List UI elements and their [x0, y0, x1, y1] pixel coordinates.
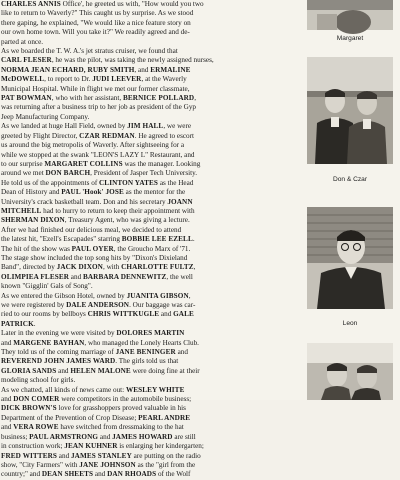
photo-leon	[307, 207, 393, 309]
article-text-run: show, "City Farmers" with	[1, 460, 80, 469]
article-line	[1, 141, 301, 150]
article-text-run: , the Groucho Marx of '71.	[113, 244, 191, 253]
article-line	[1, 470, 301, 479]
article-text-run: country;" and	[1, 470, 42, 479]
article-line	[1, 273, 301, 282]
person-name: MARGARET COLLINS	[44, 159, 123, 168]
article-text-run: and	[56, 366, 71, 375]
article-line	[1, 19, 301, 28]
person-name: CZAR REDMAN	[79, 131, 135, 140]
person-name: BOBBIE LEE EZELL	[121, 235, 193, 244]
person-name: JACK DIXON	[56, 263, 103, 272]
person-name: MITCHELL	[1, 206, 42, 215]
article-line	[1, 442, 301, 451]
article-text-run: , at the Waverly	[141, 75, 187, 84]
person-name: JANE BENINGER	[115, 348, 176, 357]
article-text-run: the latest hit, "Ezell's Escapades" starring	[1, 235, 122, 244]
article-line	[1, 329, 301, 338]
article-text-run: Jeep Manufacturing Company.	[1, 112, 90, 121]
article-text-run: ried to our rooms by bellboys	[1, 310, 88, 319]
person-name: VERA ROWE	[13, 423, 59, 432]
article-text-run: The stage show included the top song hits by "Dixon's Dixieland	[1, 253, 188, 262]
article-text-run: and	[1, 423, 14, 432]
article-line	[1, 339, 301, 348]
article-text-run: As we boarded the T. W. A.'s jet stratus cruiser, we found that	[1, 47, 178, 56]
article-line	[1, 461, 301, 470]
article-text-run: there gaping, he explained, "We would like a nice feature story on	[1, 18, 191, 27]
article-line	[1, 263, 301, 272]
article-text-run: and	[93, 470, 108, 479]
article-text-run: and	[69, 272, 83, 281]
article-text-run: around we met	[1, 169, 46, 178]
article-text-run: known "Gigglin' Gals of Song".	[1, 282, 93, 291]
article-text-run: was returning after a business trip to her job as president of the Gyp	[1, 103, 197, 112]
person-name: CHRIS WITTKUGLE	[87, 310, 160, 319]
article-line	[1, 47, 301, 56]
article-text-run: and	[175, 348, 188, 357]
article-text-run: were doing fine at their	[130, 366, 200, 375]
article-line	[1, 254, 301, 263]
photo-caption: Leon	[342, 320, 358, 327]
article-text-run: have switched from dressmaking to the hat	[58, 423, 184, 432]
article-line	[1, 433, 301, 442]
person-name: PEARL ANDRE	[138, 413, 191, 422]
article-text-run: were competitors in the automobile business;	[59, 395, 192, 404]
article-text-run: are putting on the radio	[131, 451, 201, 460]
photo-don-czar	[307, 57, 393, 164]
article-line	[1, 169, 301, 178]
article-text-run: Municipal Hospital. While in flight we met our former classmate,	[1, 84, 190, 93]
article-text-run: parted at once.	[1, 37, 44, 46]
article-text-run: and	[159, 310, 174, 319]
article-line	[1, 395, 301, 404]
person-name: PATRICK	[1, 319, 34, 328]
article-text-run: love for grasshoppers proved valuable in his	[56, 404, 186, 413]
article-line	[1, 28, 301, 37]
photo-margaret	[307, 0, 393, 30]
person-name: JEAN KUHNER	[64, 442, 118, 451]
article-line	[1, 94, 301, 103]
article-text-run: as the Head	[158, 178, 194, 187]
article-text-run: , who with her assistant,	[51, 94, 123, 103]
person-name: ERMALINE	[150, 65, 191, 74]
article-text-run: and	[57, 451, 71, 460]
article-text-run: Department of the Prevention of Crop Disease;	[1, 413, 139, 422]
article-text-run: Band", directed by	[1, 263, 57, 272]
person-name: JOANN	[167, 197, 193, 206]
person-name: DEAN SHEETS	[41, 470, 94, 479]
article-line	[1, 310, 301, 319]
article-text-run: After we had finished our delicious meal, we decided to attend	[1, 225, 182, 234]
article-text-run: As we chatted, all kinds of news came out:	[1, 385, 126, 394]
article-line	[1, 122, 301, 131]
person-name: CARL FLESER	[1, 56, 52, 65]
article-text-run: As we entered the Gibson Hotel, owned by	[1, 291, 127, 300]
article-line	[1, 103, 301, 112]
article-text-run: , we were	[163, 122, 192, 131]
article-line	[1, 414, 301, 423]
photo-caption: Margaret	[336, 35, 364, 42]
person-name: CHARLOTTE FULTZ	[121, 263, 194, 272]
article-text-run: .	[33, 319, 36, 328]
person-name: DON BARCH	[45, 169, 91, 178]
article-line	[1, 188, 301, 197]
person-name: CHARLES ANNIS	[1, 0, 61, 8]
person-name: PAUL ARMSTRONG	[29, 432, 99, 441]
article-text-run: As we landed at huge Hall Field, owned by	[1, 122, 128, 131]
person-name: JIM HALL	[127, 122, 164, 131]
article-line	[1, 85, 301, 94]
person-name: DON COMER	[13, 395, 60, 404]
article-text-run: .	[192, 235, 195, 244]
person-name: JUDI LEEVER	[92, 75, 142, 84]
article-text-run: ,	[194, 94, 196, 103]
article-text-run: are still	[172, 432, 196, 441]
article-line	[1, 113, 301, 122]
article-text-run: in construction work;	[1, 442, 65, 451]
article-line	[1, 404, 301, 413]
person-name: PAUL 'Hook' JOSE	[61, 188, 124, 197]
article-line	[1, 367, 301, 376]
person-name: BARBARA DENNEWITZ	[82, 272, 167, 281]
article-text-run: , with	[102, 263, 122, 272]
article-text-run: , to report to Dr.	[44, 75, 93, 84]
article-text-run: and	[1, 395, 14, 404]
article-line	[1, 216, 301, 225]
person-name: DICK BROWN'S	[1, 404, 57, 413]
article-text-run: we were registered by	[1, 301, 67, 309]
article-text-run: business;	[1, 432, 30, 441]
photo-column	[307, 0, 399, 400]
article-line	[1, 9, 301, 18]
person-name: MARGENE BAYHAN	[13, 338, 85, 347]
article-line	[1, 56, 301, 65]
article-line	[1, 348, 301, 357]
article-text-run: while we stopped at the swank "LEON'S LAZY L" Restaurant, and	[1, 150, 195, 159]
article-line	[1, 179, 301, 188]
person-name: FRED WITTERS	[1, 451, 57, 460]
article-text-run: , and	[134, 65, 151, 74]
article-text-run: of the Wolf	[156, 470, 191, 479]
article-line	[1, 452, 301, 461]
article-text-run: Dean of History and	[1, 188, 62, 197]
article-text-run: as the mentor for the	[123, 188, 186, 197]
article-line	[1, 292, 301, 301]
photo-caption: Don & Czar	[332, 176, 368, 183]
person-name: PAUL OYER	[71, 244, 114, 253]
person-name: NORMA JEAN ECHARD, RUBY SMITH	[1, 65, 135, 74]
article-line	[1, 357, 301, 366]
article-line	[1, 386, 301, 395]
article-text-run: us around the big metropolis of Waverly. After sightseeing for a	[1, 141, 185, 150]
person-name: DOLORES MARTIN	[116, 329, 185, 338]
article-line	[1, 0, 301, 9]
person-name: GALE	[173, 310, 194, 319]
article-line	[1, 282, 301, 291]
person-name: JAMES STANLEY	[70, 451, 132, 460]
article-line	[1, 226, 301, 235]
article-text-run: was the manager. Looking	[122, 159, 201, 168]
article-text-run: ,	[193, 263, 196, 272]
article-text-run: . He agreed to escort	[134, 131, 195, 140]
article-line	[1, 160, 301, 169]
article-text-run: our own home town. Will you take it?" We readily agreed and de-	[1, 28, 190, 37]
article-line	[1, 301, 301, 310]
article-line	[1, 320, 301, 329]
article-line	[1, 376, 301, 385]
person-name: GLORIA SANDS	[1, 366, 57, 375]
photo-bottom	[307, 343, 393, 400]
article-line	[1, 132, 301, 141]
person-name: DALE ANDERSON	[66, 301, 130, 309]
article-line	[1, 66, 301, 75]
article-line	[1, 75, 301, 84]
article-text-run: . The girls told us that	[115, 357, 179, 366]
article-text-run: greeted by Flight Director,	[1, 131, 80, 140]
article-text-run: modeling school for girls.	[1, 376, 76, 385]
person-name: CLINTON YATES	[99, 178, 159, 187]
article-text-run: University's crack basketball team. Don and his secretary	[1, 197, 168, 206]
article-text-run: They told us of the coming marriage of	[1, 348, 116, 357]
article-text-run: and	[1, 338, 14, 347]
article-text-run: , President of Jasper Tech University.	[90, 169, 198, 178]
person-name: McDOWELL	[1, 75, 45, 84]
person-name: DAN RHOADS	[107, 470, 157, 479]
article-line	[1, 423, 301, 432]
article-text-run: had to hurry to return to keep their appointment with	[41, 206, 195, 215]
article-line	[1, 245, 301, 254]
article-text-run: to our surprise	[1, 159, 45, 168]
article-text-run: . Our baggage was car-	[129, 301, 196, 309]
article-line	[1, 235, 301, 244]
article-text-run: Later in the evening we were visited by	[1, 329, 117, 338]
article-text-run: , Treasury Agent, who was giving a lecture.	[64, 216, 190, 225]
article-text-run: as the "girl from the	[135, 460, 196, 469]
article-text-run: The hit of the show was	[1, 244, 72, 253]
article-text-run: ,	[188, 291, 191, 300]
person-name: SHERMAN DIXON	[1, 216, 65, 225]
article-line	[1, 151, 301, 160]
article-line	[1, 198, 301, 207]
person-name: PAT BOWMAN	[1, 94, 52, 103]
person-name: BERNICE POLLARD	[123, 94, 195, 103]
person-name: JANE JOHNSON	[79, 460, 136, 469]
person-name: HELEN MALONE	[70, 366, 131, 375]
person-name: WESLEY WHITE	[125, 385, 185, 394]
article-text-run: Office', he greeted us with, "How would you two	[60, 0, 204, 8]
article-text-run: and	[98, 432, 113, 441]
article-text-run: is enlarging her kindergarten;	[117, 442, 204, 451]
article-text-run: , who managed the Lonely Hearts Club.	[84, 338, 199, 347]
article-text-run: He told us of the appointments of	[1, 178, 100, 187]
person-name: JAMES HOWARD	[112, 432, 173, 441]
person-name: OLIMPIEA FLESER	[1, 272, 69, 281]
person-name: REVEREND JOHN JAMES WARD	[1, 357, 116, 366]
person-name: JUANITA GIBSON	[126, 291, 189, 300]
article-line	[1, 38, 301, 47]
article-text-run: , the well	[166, 272, 193, 281]
article-text-run: , he was the pilot, was taking the newly assigned nurses,	[51, 56, 214, 65]
article-text-run: like to return to Waverly?" This caught us by surprise. As we stood	[1, 9, 194, 18]
article-line	[1, 207, 301, 216]
article-text	[1, 0, 301, 479]
